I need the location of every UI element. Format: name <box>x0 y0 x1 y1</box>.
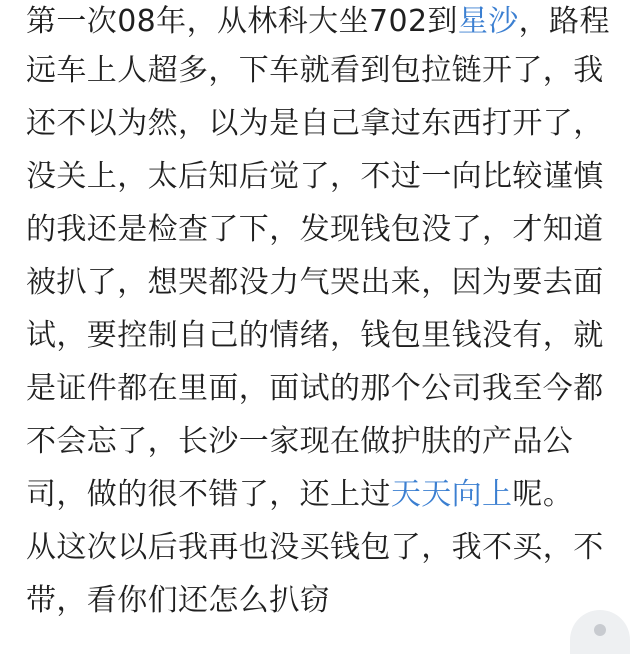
article-line-6: 被扒了，想哭都没力气哭出来，因为要去面 <box>26 265 604 300</box>
article-line-10 <box>26 468 626 521</box>
line-text: 司，做的很不错了，还上过 <box>26 477 391 512</box>
article-line-7: 试，要控制自己的情绪，钱包里钱没有，就 <box>26 318 604 353</box>
article-line-4: 没关上，太后知后觉了，不过一向比较谨慎 <box>26 159 604 194</box>
line-text: 呢。 <box>512 477 574 512</box>
article-line-3: 还不以为然，以为是自己拿过东西打开了， <box>26 106 604 141</box>
article-line-2: 远车上人超多，下车就看到包拉链开了，我 <box>26 53 604 88</box>
line-text: 第一次08年，从林科大坐702到 <box>26 4 458 39</box>
avatar-icon <box>594 624 606 636</box>
article-body <box>26 0 626 627</box>
article-line-8: 是证件都在里面，面试的那个公司我至今都 <box>26 371 604 406</box>
line-text: ，路程 <box>518 4 610 39</box>
article-line-12: 带，看你们还怎么扒窃 <box>26 583 330 618</box>
article-line-5: 的我还是检查了下，发现钱包没了，才知道 <box>26 212 604 247</box>
link-xingsha[interactable]: 星沙 <box>457 4 519 39</box>
article-line-11: 从这次以后我再也没买钱包了，我不买，不 <box>26 530 604 565</box>
link-tiantian-xiangshang[interactable]: 天天向上 <box>390 477 513 512</box>
article-line-1 <box>26 0 626 44</box>
article-line-9: 不会忘了，长沙一家现在做护肤的产品公 <box>26 424 574 459</box>
